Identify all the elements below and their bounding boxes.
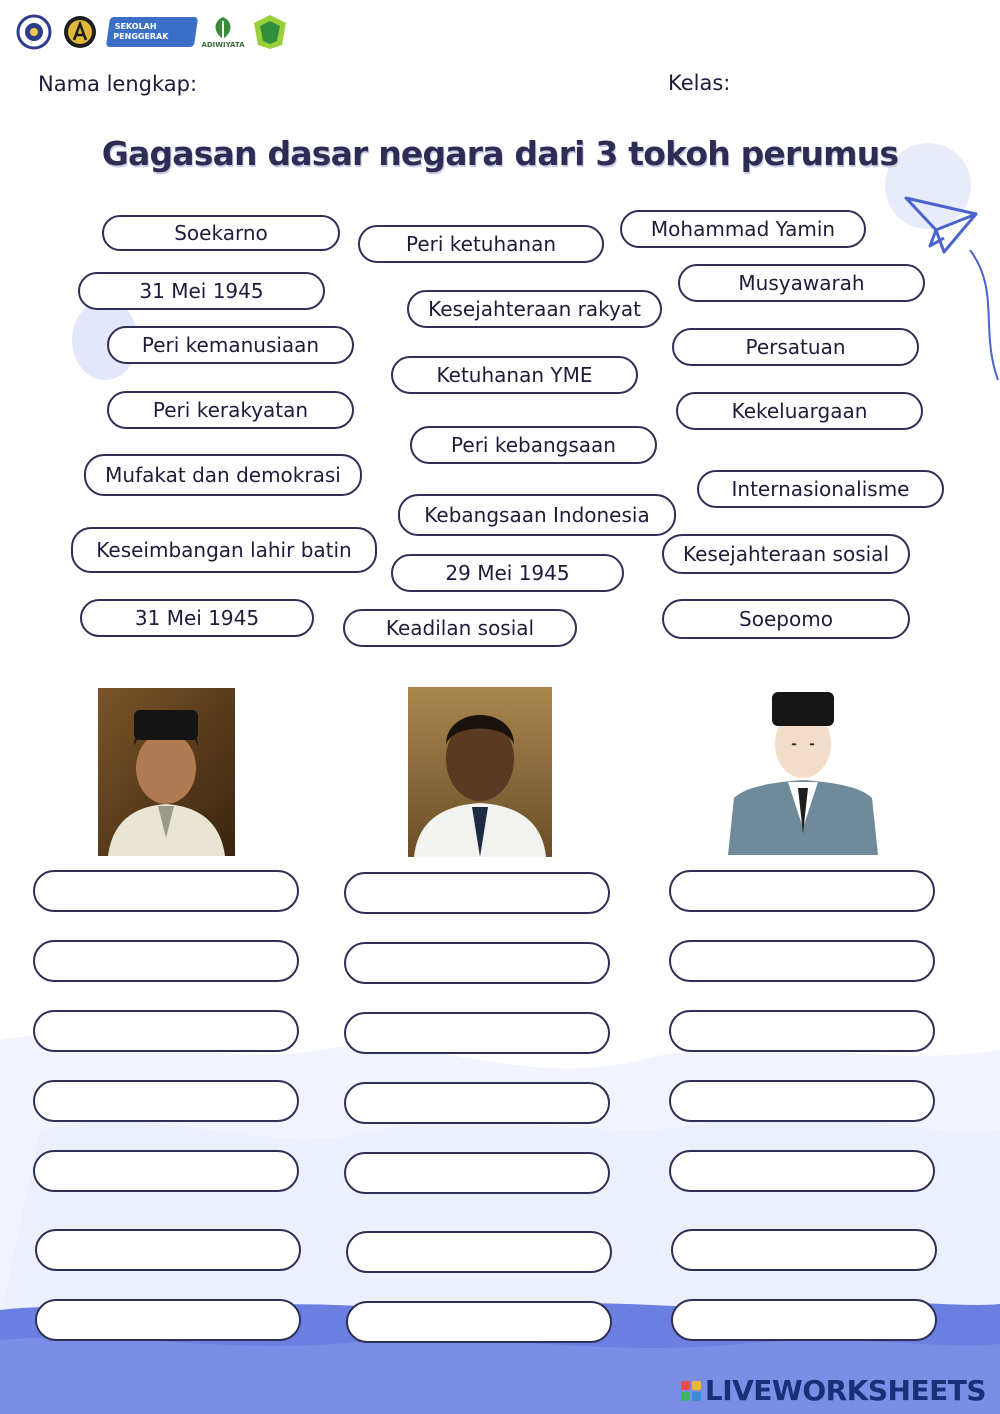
class-label: Kelas: (668, 71, 731, 95)
chip-peri-kerakyatan[interactable]: Peri kerakyatan (107, 391, 354, 429)
portrait-soepomo (408, 687, 552, 857)
chip-soepomo[interactable]: Soepomo (662, 599, 910, 639)
answer-box-soekarno-3[interactable] (669, 1010, 935, 1052)
answer-box-soekarno-6[interactable] (671, 1229, 937, 1271)
school-crest-icon (16, 14, 52, 50)
answer-box-soekarno-2[interactable] (669, 940, 935, 982)
adiwiyata-logo: ADIWIYATA (204, 14, 242, 50)
full-name-label: Nama lengkap: (38, 72, 198, 96)
answer-box-soepomo-6[interactable] (346, 1231, 612, 1273)
decorative-curve-line (960, 250, 1000, 380)
answer-box-soekarno-1[interactable] (669, 870, 935, 912)
answer-box-yamin-3[interactable] (33, 1010, 299, 1052)
chip-mohammad-yamin[interactable]: Mohammad Yamin (620, 210, 866, 248)
chip-keadilan-sosial[interactable]: Keadilan sosial (343, 609, 577, 647)
chip-31-mei-1945-b[interactable]: 31 Mei 1945 (80, 599, 314, 637)
answer-box-yamin-2[interactable] (33, 940, 299, 982)
logo-strip (16, 12, 290, 52)
liveworksheets-brand (681, 1374, 986, 1407)
answer-box-yamin-7[interactable] (35, 1299, 301, 1341)
chip-internasionalisme[interactable]: Internasionalisme (697, 470, 944, 508)
chip-29-mei-1945[interactable]: 29 Mei 1945 (391, 554, 624, 592)
answer-box-yamin-6[interactable] (35, 1229, 301, 1271)
chip-peri-kemanusiaan[interactable]: Peri kemanusiaan (107, 326, 354, 364)
chip-31-mei-1945-a[interactable]: 31 Mei 1945 (78, 272, 325, 310)
answer-box-soepomo-4[interactable] (344, 1082, 610, 1124)
liveworksheets-wordmark: LIVEWORKSHEETS (704, 1374, 986, 1407)
chip-ketuhanan-yme[interactable]: Ketuhanan YME (391, 356, 638, 394)
green-shield-icon (250, 14, 290, 50)
chip-kesejahteraan-rakyat[interactable]: Kesejahteraan rakyat (407, 290, 662, 328)
answer-box-soepomo-1[interactable] (344, 872, 610, 914)
answer-box-yamin-1[interactable] (33, 870, 299, 912)
liveworksheets-logo-icon (681, 1381, 701, 1401)
answer-box-soekarno-7[interactable] (671, 1299, 937, 1341)
answer-box-soekarno-4[interactable] (669, 1080, 935, 1122)
chip-kekeluargaan[interactable]: Kekeluargaan (676, 392, 923, 430)
answer-box-soepomo-5[interactable] (344, 1152, 610, 1194)
answer-box-soepomo-3[interactable] (344, 1012, 610, 1054)
answer-box-soekarno-5[interactable] (669, 1150, 935, 1192)
chip-mufakat-dan-demokrasi[interactable]: Mufakat dan demokrasi (84, 454, 362, 496)
answer-box-soepomo-2[interactable] (344, 942, 610, 984)
answer-box-yamin-4[interactable] (33, 1080, 299, 1122)
chip-peri-ketuhanan[interactable]: Peri ketuhanan (358, 225, 604, 263)
portrait-soekarno (726, 688, 881, 855)
chip-kesejahteraan-sosial[interactable]: Kesejahteraan sosial (662, 534, 910, 574)
answer-box-yamin-5[interactable] (33, 1150, 299, 1192)
chip-peri-kebangsaan[interactable]: Peri kebangsaan (410, 426, 657, 464)
portrait-mohammad-yamin (98, 688, 235, 856)
page-title: Gagasan dasar negara dari 3 tokoh perumus (101, 134, 899, 173)
chip-persatuan[interactable]: Persatuan (672, 328, 919, 366)
chip-kebangsaan-indonesia[interactable]: Kebangsaan Indonesia (398, 494, 676, 536)
accreditation-a-icon (60, 14, 100, 50)
sekolah-penggerak-logo: SEKOLAH PENGGERAK (108, 14, 196, 50)
chip-musyawarah[interactable]: Musyawarah (678, 264, 925, 302)
chip-keseimbangan-lahir-batin[interactable]: Keseimbangan lahir batin (71, 527, 377, 573)
chip-soekarno[interactable]: Soekarno (102, 215, 340, 251)
answer-box-soepomo-7[interactable] (346, 1301, 612, 1343)
